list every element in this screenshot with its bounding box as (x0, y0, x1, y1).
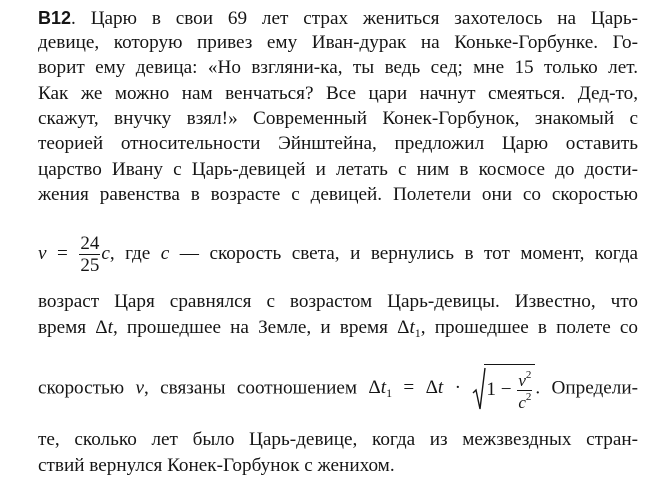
problem-line-11: время Δt, прошедшее на Земле, и время $\Delta t_1$, прошедшее в полете со (38, 317, 639, 340)
fraction-denominator: 25 (80, 255, 100, 277)
problem-line-4: Как же можно нам венчаться? Все цари начнут смеяться. Дед-то, (38, 83, 638, 104)
problem-line-2: девице, которую привез ему Иван-дурак на Коньке-Горбунке. Го- (38, 32, 638, 53)
problem-line-9: v = $\frac{24}{25}$ c, где c — скорость света, и вернулись в тот момент, когда (38, 233, 638, 277)
velocity-fraction (79, 234, 100, 275)
problem-line-5: скажут, внучку взял!» Современный Конек-Горбунок, знакомый с (38, 108, 638, 129)
problem-line-8: жения равенства в возрасте с девицей. Полетели они со скоростью (38, 184, 638, 205)
problem-line-6: теорией относительности Эйнштейна, предложил Царю оставить (38, 133, 638, 154)
problem-line-10: возраст Царя сравнялся с возрастом Царь-девицы. Известно, что (38, 291, 638, 312)
light-speed-variable: c (101, 243, 110, 264)
problem-line-13: те, сколько лет было Царь-девице, когда из межзвездных стран- (38, 429, 638, 450)
velocity-variable: v (38, 243, 47, 264)
time-dilation-formula: $\Delta t_1 = \Delta t \cdot 1$ − $\frac{v^2}{c^2}$ (368, 377, 535, 398)
problem-line-14: ствий вернулся Конек-Горбунок с женихом. (38, 455, 395, 476)
problem-line-3: ворит ему девица: «Но взгляни-ка, ты ведь сед; мне 15 только лет. (38, 57, 638, 78)
problem-line-1: B12. Царю в свои 69 лет страх жениться захотелось на Царь- (38, 8, 639, 29)
problem-line-12: скоростью v, связаны соотношением $\Delta t_1 = \Delta t \cdot 1$ − $\frac{v^2}{c^2}$ . Определи- (38, 364, 638, 417)
square-root (472, 364, 535, 414)
fraction-numerator: 24 (80, 233, 100, 255)
radicand: 1 − $\frac{v^2}{c^2}$ (484, 364, 535, 414)
problem-line-7: царство Ивану с Царь-девицей и летать с ним в космосе до дости- (38, 159, 638, 180)
problem-label: B12 (38, 8, 72, 28)
